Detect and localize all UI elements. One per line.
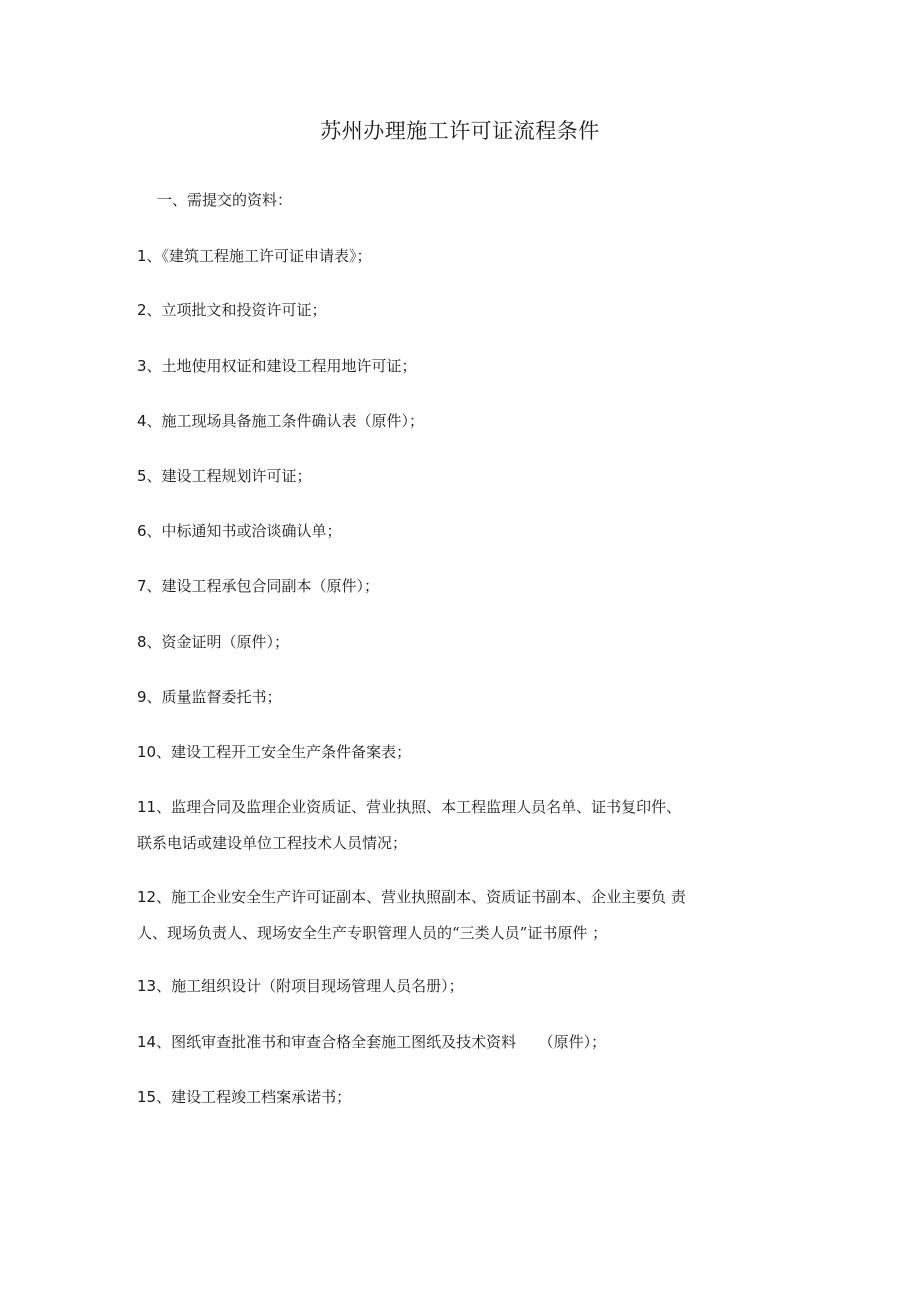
- item-text: 建设工程开工安全生产条件备案表；: [171, 743, 412, 761]
- page-title: 苏州办理施工许可证流程条件: [320, 119, 600, 143]
- item-text: 施工现场具备施工条件确认表（原件）；: [161, 412, 425, 430]
- item-text: 土地使用权证和建设工程用地许可证；: [161, 357, 417, 375]
- item-text-continuation: 人、现场负责人、现场安全生产专职管理人员的“三类人员”证书原件 ；: [137, 924, 608, 942]
- list-item: [137, 974, 777, 998]
- list-item: [137, 354, 777, 378]
- item-number: 13、: [137, 977, 172, 995]
- item-text: 建设工程承包合同副本（原件）；: [161, 577, 380, 595]
- list-item: [137, 1030, 777, 1054]
- section-heading: 一、需提交的资料：: [157, 191, 293, 209]
- item-number: 15、: [137, 1088, 172, 1106]
- item-number: 4、: [137, 412, 162, 430]
- item-text: 资金证明（原件）；: [161, 633, 290, 651]
- list-item: [137, 409, 777, 433]
- item-text: 质量监督委托书；: [161, 688, 282, 706]
- item-text: 监理合同及监理企业资质证、营业执照、本工程监理人员名单、证书复印件、: [171, 798, 682, 816]
- item-text: 建设工程规划许可证；: [161, 467, 312, 485]
- list-item: [137, 464, 777, 488]
- item-number: 6、: [137, 522, 162, 540]
- item-number: 7、: [137, 577, 162, 595]
- item-text: 图纸审查批准书和审查合格全套施工图纸及技术资料 （原件）；: [171, 1033, 607, 1051]
- item-number: 14、: [137, 1033, 172, 1051]
- item-number: 1、: [137, 247, 162, 265]
- list-item: [137, 795, 777, 855]
- list-item: [137, 740, 777, 764]
- list-item: [137, 519, 777, 543]
- item-text: 立项批文和投资许可证；: [161, 301, 327, 319]
- item-number: 12、: [137, 888, 172, 906]
- item-number: 10、: [137, 743, 172, 761]
- list-item: [137, 885, 777, 945]
- item-number: 8、: [137, 633, 162, 651]
- item-number: 9、: [137, 688, 162, 706]
- list-item: [137, 244, 777, 268]
- item-text-continuation: 联系电话或建设单位工程技术人员情况；: [137, 834, 408, 852]
- list-item: [137, 574, 777, 598]
- item-text: 施工组织设计（附项目现场管理人员名册）；: [171, 977, 464, 995]
- item-number: 2、: [137, 301, 162, 319]
- list-item: [137, 298, 777, 322]
- list-item: [137, 685, 777, 709]
- item-text: 施工企业安全生产许可证副本、营业执照副本、资质证书副本、企业主要负 责: [171, 888, 686, 906]
- item-number: 11、: [137, 798, 172, 816]
- item-text: 建设工程竣工档案承诺书；: [171, 1088, 352, 1106]
- item-text: 《建筑工程施工许可证申请表》；: [161, 247, 372, 265]
- item-number: 3、: [137, 357, 162, 375]
- list-item: [137, 630, 777, 654]
- list-item: [137, 1085, 777, 1109]
- item-number: 5、: [137, 467, 162, 485]
- item-text: 中标通知书或洽谈确认单；: [161, 522, 342, 540]
